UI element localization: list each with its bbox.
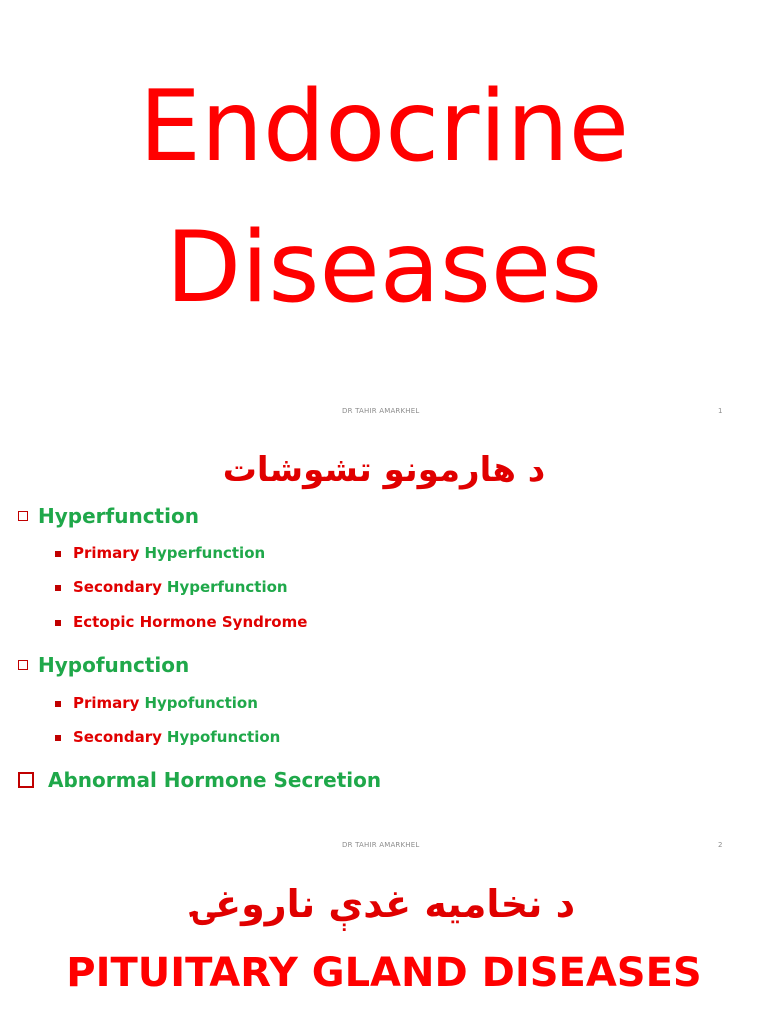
checkbox-bullet-icon: [18, 660, 28, 670]
slide1-title-line1: Endocrine: [139, 70, 629, 184]
slide2-pashto-title: د هارمونو تشوشات: [222, 450, 546, 490]
checkbox-bullet-icon: [18, 511, 28, 521]
sub-item-secondary-hypofunction: Secondary Hypofunction: [55, 730, 280, 745]
list-item-hyperfunction: [18, 506, 199, 526]
slide1-footer-page: 1: [718, 407, 723, 415]
checkbox-bullet-icon: [18, 772, 34, 788]
square-bullet-icon: [55, 551, 61, 557]
slide3-pashto-title: د نخامیه غدې ناروغۍ: [192, 882, 576, 926]
slide1-title-line2: Diseases: [165, 211, 603, 325]
list-item-abnormal-hormone-secretion: [18, 770, 381, 790]
list-item-label: Hypofunction: [38, 653, 190, 677]
list-item-label: Abnormal Hormone Secretion: [48, 768, 382, 792]
slide1-footer-author: DR TAHIR AMARKHEL: [342, 407, 420, 415]
square-bullet-icon: [55, 620, 61, 626]
sub-item-primary-hyperfunction: Primary Hyperfunction: [55, 546, 265, 561]
sub-item-primary-hypofunction: Primary Hypofunction: [55, 696, 258, 711]
slide2-footer-author: DR TAHIR AMARKHEL: [342, 841, 420, 849]
square-bullet-icon: [55, 701, 61, 707]
square-bullet-icon: [55, 735, 61, 741]
sub-item-secondary-hyperfunction: Secondary Hyperfunction: [55, 580, 288, 595]
slide3-title: PITUITARY GLAND DISEASES: [66, 950, 702, 996]
list-item-label: Hyperfunction: [38, 504, 199, 528]
sub-item-ectopic-hormone-syndrome: Ectopic Hormone Syndrome: [55, 615, 307, 630]
slide2-footer-page: 2: [718, 841, 723, 849]
square-bullet-icon: [55, 585, 61, 591]
list-item-hypofunction: [18, 655, 189, 675]
